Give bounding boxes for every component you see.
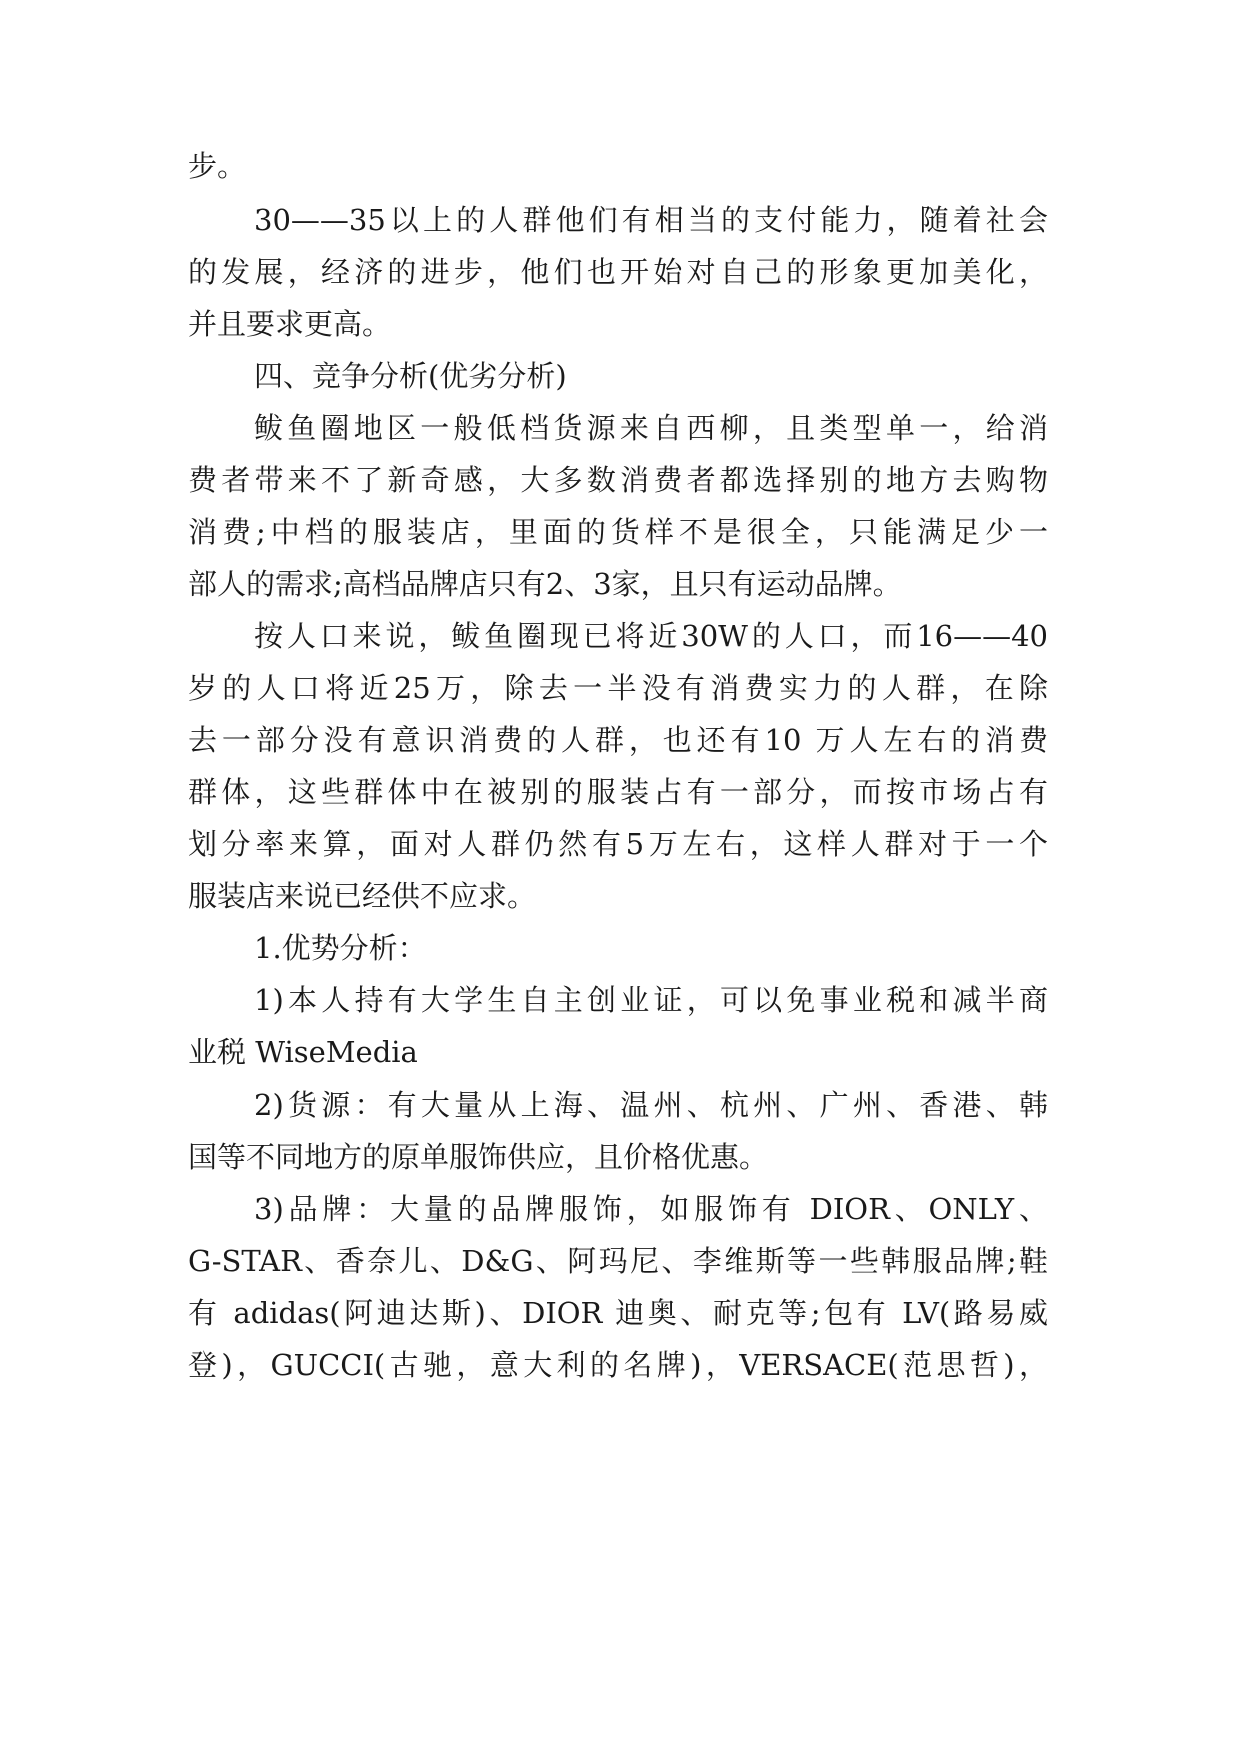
text-line: 划分率来算，面对人群仍然有5万左右，这样人群对于一个: [188, 827, 1048, 861]
text-line: 有 adidas(阿迪达斯)、DIOR 迪奥、耐克等;包有 LV(路易威: [188, 1296, 1048, 1330]
list-item-1-line: 1)本人持有大学生自主创业证，可以免事业税和减半商: [254, 983, 1048, 1017]
paragraph-population-line: 按人口来说，鲅鱼圈现已将近30W的人口，而16——40: [254, 619, 1048, 653]
text-line: 并且要求更高。: [188, 307, 392, 341]
text-line: 国等不同地方的原单服饰供应，且价格优惠。: [188, 1140, 769, 1174]
paragraph-age-30-35-line: 30——35以上的人群他们有相当的支付能力，随着社会: [254, 203, 1048, 237]
list-item-2-line: 2)货源：有大量从上海、温州、杭州、广州、香港、韩: [254, 1088, 1048, 1122]
text-line: 岁的人口将近25万，除去一半没有消费实力的人群，在除: [188, 671, 1048, 705]
text-line: 的发展，经济的进步，他们也开始对自己的形象更加美化，: [188, 255, 1048, 289]
paragraph-market-line: 鲅鱼圈地区一般低档货源来自西柳，且类型单一，给消: [254, 411, 1048, 445]
text-line: 消费;中档的服装店，里面的货样不是很全，只能满足少一: [188, 515, 1048, 549]
section-heading-competition-analysis: 四、竞争分析(优劣分析): [254, 359, 567, 393]
text-line: 部人的需求;高档品牌店只有2、3家，且只有运动品牌。: [188, 567, 902, 601]
list-item-3-line: 3)品牌：大量的品牌服饰，如服饰有 DIOR、ONLY、: [254, 1192, 1048, 1226]
text-line: 业税 WiseMedia: [188, 1035, 418, 1069]
text-line: 费者带来不了新奇感，大多数消费者都选择别的地方去购物: [188, 463, 1048, 497]
text-line: 服装店来说已经供不应求。: [188, 879, 537, 913]
text-line: 去一部分没有意识消费的人群，也还有10 万人左右的消费: [188, 723, 1048, 757]
text-line: 登)，GUCCI(古驰，意大利的名牌)，VERSACE(范思哲)，: [188, 1348, 1048, 1382]
subheading-advantage-analysis: 1.优势分析：: [254, 931, 427, 965]
text-line: 步。: [188, 149, 247, 183]
text-line: 群体，这些群体中在被别的服装占有一部分，而按市场占有: [188, 775, 1048, 809]
text-line: G-STAR、香奈儿、D&G、阿玛尼、李维斯等一些韩服品牌;鞋: [188, 1244, 1048, 1278]
